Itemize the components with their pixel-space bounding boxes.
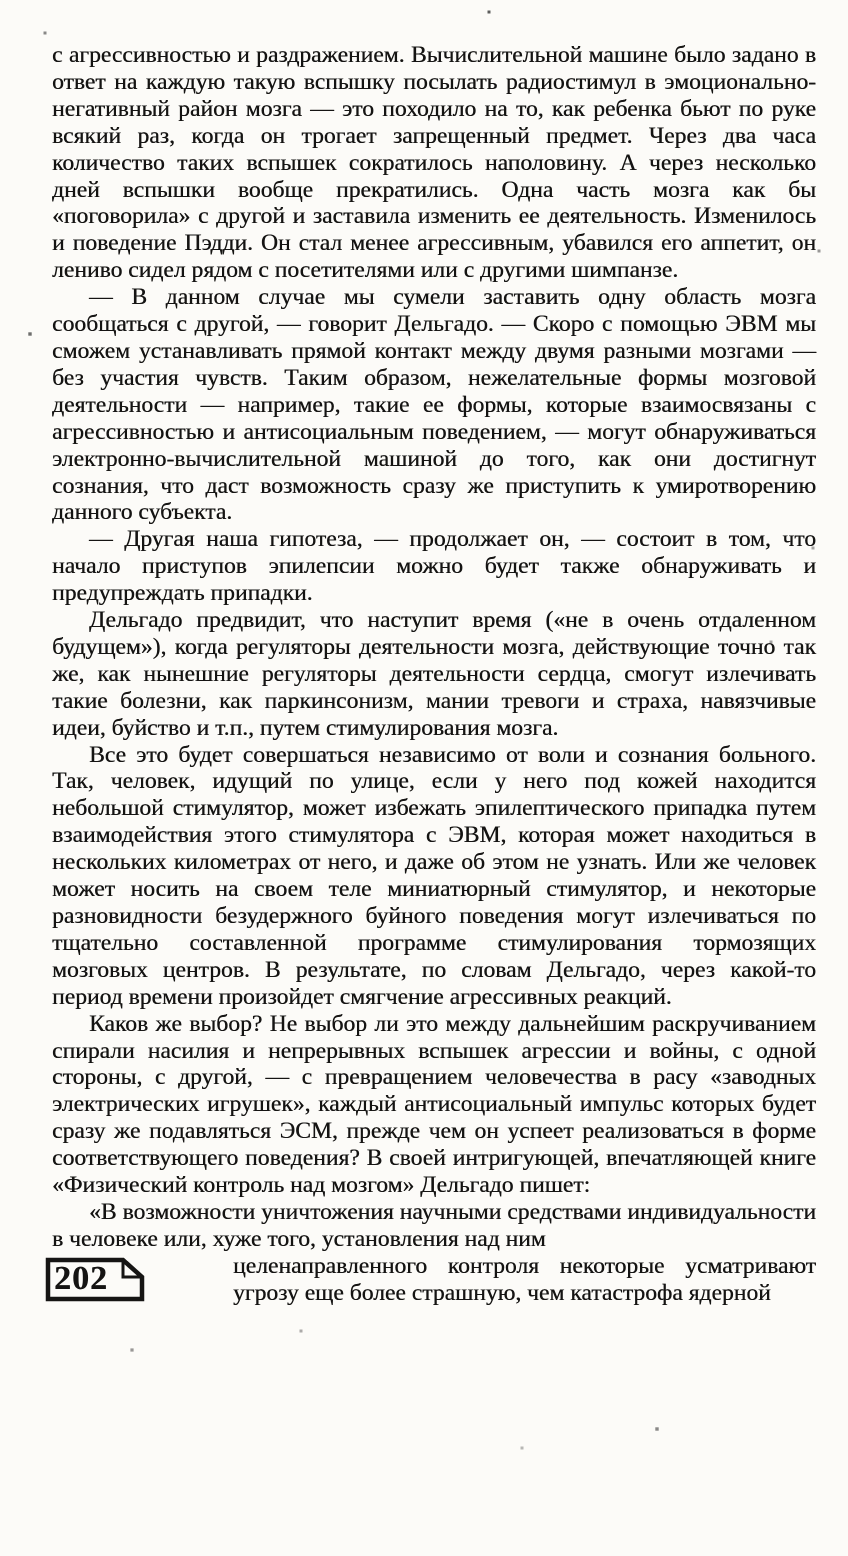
paragraph: Все это будет совершаться независимо от воли и сознания больного. Так, человек, идущий по улице, если у него под кожей находится небольшой стимулятор, может избежать эпилептического припадка путем взаимодействия этого стимулятора с ЭВМ, которая может находиться в нескольких километрах от него, и даже об этом не узнать. Или же человек может носить на своем теле миниатюрный стимулятор, и некоторые разновидности безудержного буйного поведения могут излечиваться по тщательно составленной программе стимулирования тормозящих мозговых центров. В результате, по словам Дельгадо, через какой-то период времени произойдет смягчение агрессивных реакций. — [52, 741, 816, 1010]
page-number-badge — [45, 1256, 145, 1302]
page-text — [52, 42, 816, 1308]
scan-specks — [0, 0, 2, 2]
page-number: 202 — [54, 1259, 108, 1297]
paragraph: Каков же выбор? Не выбор ли это между дальнейшим раскручиванием спирали насилия и непрерывных вспышек агрессии и войны, с одной стороны, с другой, — с превращением человечества в расу «заводных электрических игрушек», каждый антисоциальный импульс которых будет сразу же подавляться ЭСМ, прежде чем он успеет реализоваться в форме соответствующего поведения? В своей интригующей, впечатляющей книге «Физический контроль над мозгом» Дельгадо пишет: — [52, 1010, 816, 1199]
paragraph: Дельгадо предвидит, что наступит время («не в очень отдаленном будущем»), когда регуляторы деятельности мозга, действующие точно так же, как нынешние регуляторы деятельности сердца, смогут излечивать такие болезни, как паркинсонизм, мании тревоги и страха, навязчивые идеи, буйство и т.п., путем стимулирования мозга. — [52, 607, 816, 741]
paragraph: — Другая наша гипотеза, — продолжает он, — состоит в том, что начало приступов эпилепсии можно будет также обнаруживать и предупреждать припадки. — [52, 526, 816, 607]
paragraph — [52, 1253, 816, 1307]
paragraph: — В данном случае мы сумели заставить одну область мозга сообщаться с другой, — говорит Дельгадо. — Скоро с помощью ЭВМ мы сможем устанавливать прямой контакт между двумя разными мозгами — без участия чувств. Таким образом, нежелательные формы мозговой деятельности — например, такие ее формы, которые взаимосвязаны с агрессивностью и антисоциальным поведением, — могут обнаруживаться электронно-вычислительной машиной до того, как они достигнут сознания, что даст возможность сразу же приступить к умиротворению данного субъекта. — [52, 284, 816, 526]
paragraph: с агрессивностью и раздражением. Вычислительной машине было задано в ответ на каждую такую вспышку посылать радиостимул в эмоционально-негативный район мозга — это походило на то, как ребенка бьют по руке всякий раз, когда он трогает запрещенный предмет. Через два часа количество таких вспышек сократилось наполовину. А через несколько дней вспышки вообще прекратились. Одна часть мозга как бы «поговорила» с другой и заставила изменить ее деятельность. Изменилось и поведение Пэдди. Он стал менее агрессивным, убавился его аппетит, он лениво сидел рядом с посетителями или с другими шимпанзе. — [52, 42, 816, 284]
paragraph: «В возможности уничтожения научными средствами индивидуальности в человеке или, хуже того, установления над ним — [52, 1198, 816, 1252]
paragraph-text: целенаправленного контроля некоторые усматривают угрозу еще более страшную, чем катастрофа ядерной — [233, 1252, 816, 1306]
